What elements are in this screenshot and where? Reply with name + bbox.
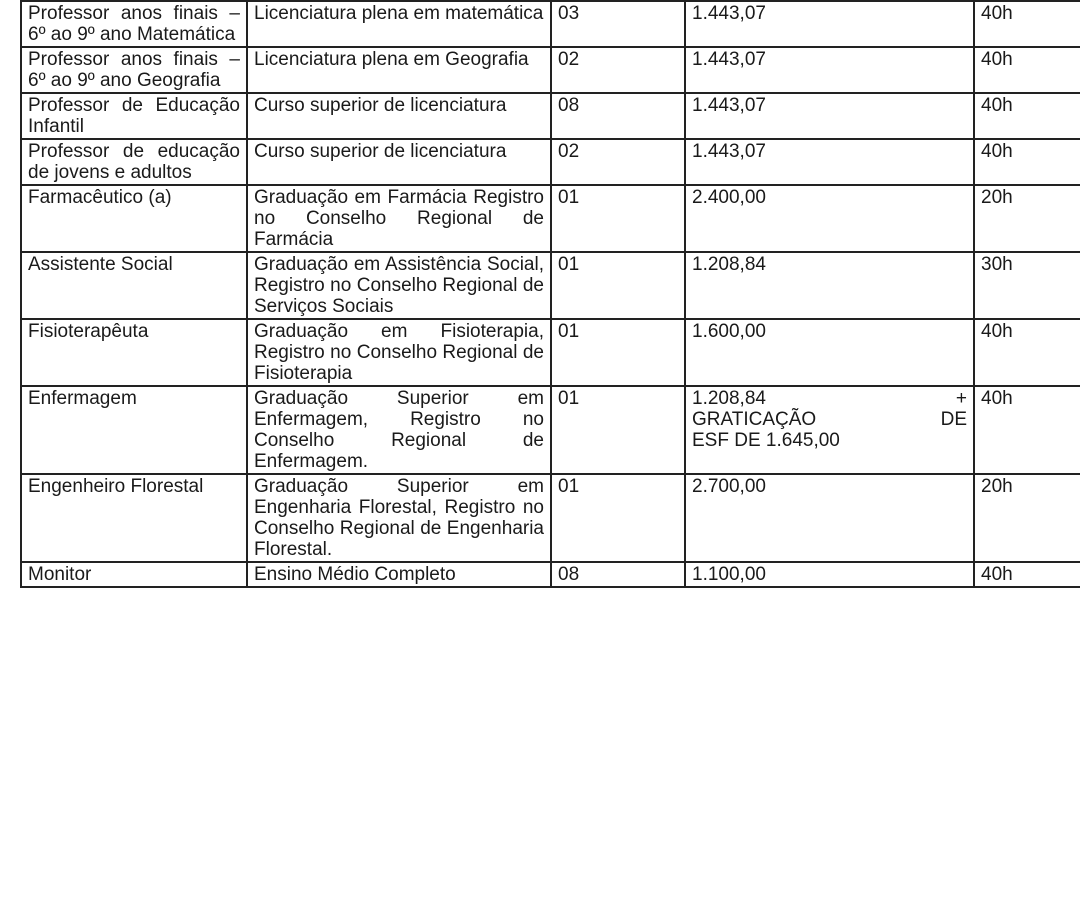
requisito-cell: Graduação em Farmácia Registro no Conselho Regional de Farmácia	[247, 185, 551, 252]
vagas-cell: 01	[551, 252, 685, 319]
vencimento-cell: 1.443,07	[685, 1, 974, 47]
cargo-cell: Enfermagem	[21, 386, 247, 474]
vagas-cell: 02	[551, 47, 685, 93]
requisito-cell: Licenciatura plena em matemática	[247, 1, 551, 47]
vencimento-cell: 1.100,00	[685, 562, 974, 587]
cargo-cell: Professor anos finais – 6º ao 9º ano Matemática	[21, 1, 247, 47]
vencimento-line: ESF DE 1.645,00	[692, 430, 840, 451]
table-row	[21, 139, 1080, 185]
table-row	[21, 185, 1080, 252]
vencimento-cell: 1.443,07	[685, 47, 974, 93]
table-row	[21, 319, 1080, 386]
vencimento-cell: 1.443,07	[685, 93, 974, 139]
requisito-cell: Graduação Superior em Engenharia Florestal, Registro no Conselho Regional de Engenharia Florestal.	[247, 474, 551, 562]
vagas-cell: 01	[551, 319, 685, 386]
vencimento-cell	[685, 386, 974, 474]
carga-horaria-cell: 40h	[974, 319, 1080, 386]
carga-horaria-cell: 40h	[974, 1, 1080, 47]
carga-horaria-cell: 40h	[974, 386, 1080, 474]
cargo-cell: Assistente Social	[21, 252, 247, 319]
vagas-cell: 08	[551, 562, 685, 587]
table-row	[21, 252, 1080, 319]
positions-table	[20, 0, 1080, 588]
vencimento-line: 1.208,84 +	[692, 388, 967, 409]
vagas-cell: 01	[551, 386, 685, 474]
carga-horaria-cell: 40h	[974, 47, 1080, 93]
vagas-cell: 03	[551, 1, 685, 47]
requisito-cell: Curso superior de licenciatura	[247, 139, 551, 185]
requisito-cell: Graduação em Fisioterapia, Registro no Conselho Regional de Fisioterapia	[247, 319, 551, 386]
table-row	[21, 93, 1080, 139]
cargo-cell: Monitor	[21, 562, 247, 587]
carga-horaria-cell: 20h	[974, 474, 1080, 562]
requisito-cell: Curso superior de licenciatura	[247, 93, 551, 139]
requisito-cell: Graduação em Assistência Social, Registro no Conselho Regional de Serviços Sociais	[247, 252, 551, 319]
vagas-cell: 01	[551, 185, 685, 252]
vagas-cell: 01	[551, 474, 685, 562]
vencimento-cell: 1.600,00	[685, 319, 974, 386]
cargo-cell: Professor de educação de jovens e adultos	[21, 139, 247, 185]
table-row	[21, 47, 1080, 93]
table-row	[21, 474, 1080, 562]
vagas-cell: 08	[551, 93, 685, 139]
vagas-cell: 02	[551, 139, 685, 185]
carga-horaria-cell: 30h	[974, 252, 1080, 319]
carga-horaria-cell: 40h	[974, 562, 1080, 587]
carga-horaria-cell: 40h	[974, 93, 1080, 139]
cargo-cell: Professor anos finais – 6º ao 9º ano Geografia	[21, 47, 247, 93]
requisito-cell: Licenciatura plena em Geografia	[247, 47, 551, 93]
carga-horaria-cell: 40h	[974, 139, 1080, 185]
vencimento-line: GRATICAÇÃO DE	[692, 409, 967, 430]
cargo-cell: Professor de Educação Infantil	[21, 93, 247, 139]
vencimento-cell: 2.400,00	[685, 185, 974, 252]
table-row	[21, 386, 1080, 474]
table-row	[21, 562, 1080, 587]
table-row	[21, 1, 1080, 47]
cargo-cell: Engenheiro Florestal	[21, 474, 247, 562]
carga-horaria-cell: 20h	[974, 185, 1080, 252]
cargo-cell: Farmacêutico (a)	[21, 185, 247, 252]
requisito-cell: Ensino Médio Completo	[247, 562, 551, 587]
vencimento-cell: 1.443,07	[685, 139, 974, 185]
requisito-cell: Graduação Superior em Enfermagem, Registro no Conselho Regional de Enfermagem.	[247, 386, 551, 474]
cargo-cell: Fisioterapêuta	[21, 319, 247, 386]
vencimento-cell: 1.208,84	[685, 252, 974, 319]
vencimento-cell: 2.700,00	[685, 474, 974, 562]
